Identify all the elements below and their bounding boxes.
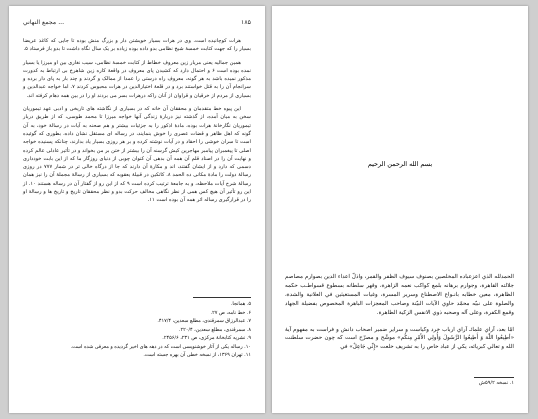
- paragraph: هرات کوچانیده است. وی در هرات بسیار خویشتن دار و بزرگ منش بوده تا جایی که کاغذ عریضا بسیار را که جهت کتابت خمسهٔ شیخ نظامی بدو داده بوده زیاده بر یک سال نگاه داشت تا بدو باز فرستاد ۵.: [23, 38, 251, 53]
- basmala-heading: بسم الله الرحمن الرحيم: [367, 160, 433, 168]
- paragraph: الحمدلله الذي اعزعباده المخلصين بصنوف سيوف الظفر والقمر، واذلّ اعداء الدين بصوارم مصاصم جلالته القاهرة، وجوارم برهانه بلمع كواكب نعمه الزاهرة، وقهر سلطانه بسطوع قسواطـب حكمه الظاهرة، معين خطابه بانـواع الاصطناع وسرير المسرة، وغيات المستغيثين في العلانية والشدة، والصلوة على نبيّه محمّد حاوي الآيات البيّنة وصاحب المعجزات الباهرة المخصوص بفضيلة الجهاد وقمع الكفرة، وعلى آله وصحبه ذوي الانفس الزكية الطاهرة.: [285, 274, 514, 316]
- page-number: ۱۸۵: [241, 19, 251, 26]
- right-page: [272, 6, 528, 413]
- left-body-text: [23, 37, 251, 210]
- paragraph: همین جمالیه یعنی مریار زین معروف خطاط از کتابت خمسهٔ نظامی، سیب نغاری بین او میرزا یا بسیار نمده بوده است ۶ و احتمال دارد که کشیدن پای معروف در واقعهٔ کاره زین شاهرخ بی ارتباط به کدورت مذکور نمیده باشد به هر گونه، معروف راه درستی را عمدا از ممالک و گردند و چند بار به پای دار برده و سرانجام آن را به قتل خواستند برد و در قلعهٔ اختیارالدین در هرات محبوس کردند ۷. اما خواجه عبدالدین و بسیاری از مردم از خرقیان و قراوان از آنان راکه درهرات بسر می بردند او را در بین همه دهام کرفته اند.: [23, 59, 251, 99]
- footnote: ۸. سمرقندی، مطلع سعدین، ۲۲۰/۴.: [178, 326, 251, 333]
- footnote-divider: [193, 297, 251, 298]
- footnotes: [23, 300, 251, 360]
- right-body-text: [285, 273, 514, 360]
- footnote: ۱۰. رساله یکی از آثار خوشنویسی است که در دهه های اخیر گردیده و معرفی شده است.: [70, 343, 251, 350]
- paragraph: این پیوه خط متقدمان و محققان آن خانه که در بسیاری از نگاشته های تاریخی و ادبی عهد تیموریان سخن به میان آمده، از گذشته نیز دربارهٔ زندگی آنها خواجه میرزا تا محمد طوسی، که از طریق دربار تیموریان نگارخانهٔ هرات بوده، مادهٔ اذکور را به جزئیات بیشتر و هم صحنه به آیات در رسالهٔ خود، به آن گونه که اهل ظاهر و قضات عصری را خوش بنمایند، در رساله ای مستقل نشان داده، بطوری که گوئیده است تا سران خوشی را احقاد و در آیات نوشته کرده و بر هر روزی بسیار یاد بدارند، چنانکه پسنیده خواجه اصلی تا پیغمبران پیامبر مهاجرین کیش گرسنه آن را بیشتر از ختن بر من بخواند و در تأثیر عادلی عالم کرده و نهایت آن را در اصناد قلم آن همه آن بدهی آن کنوان چوبی از دنیای روزگار ما که از این بابت خودداری دسمی که دارد و از ایشان گفتند، اند و مکارهٔ آن دارند که جا از درگاه خالی تر در شمار ۷۷۷ در روزی رسالهٔ دولت را مادهٔ مکانی ده الحمد ۸. کاتکین در قبیلهٔ یعقوبه که بسیاری از رسالهٔ مجملهٔ آن را نیز همان رسالهٔ شرح آیات ملاحظه، و به جامعهٔ ترتیب کرده است ۹ که از این رو از گفتار آن در رساله هستند ۱۰. از این رو تأثیر آن هیچ کس همی از نظر نگاهی مخالف حرکت بدو و نظر محققان تاریخ و تاریخ ها و رسالهٔ او را در قرارگیری رساله اثر همه آن بوده است ۱۱.: [23, 106, 252, 204]
- footnote: ۶. خط نامه، ص ۲۷.: [210, 309, 251, 316]
- right-page-footer: [286, 377, 514, 386]
- footnote: ۹. نشریه کتابخانهٔ مرکزی، ص ۲۳۱، ۲۴۵۶/۶.: [162, 335, 251, 341]
- footnote: ۱۱. تهران ۱۳۶۹، از نسخه خطی آن بهره جسته است.: [143, 352, 251, 358]
- left-page: [9, 6, 265, 413]
- footnote-divider: [474, 377, 514, 378]
- running-head-title: مجمع النهاني ...: [23, 19, 65, 26]
- footnote: ۵. همانجا.: [230, 301, 251, 307]
- footnote: ۱. نسخه ۵۹/۲ش: [478, 380, 514, 386]
- left-page-header: [23, 19, 251, 26]
- footnote: ۷. عبدالرزاق سمرقندی، مطلع سعدین، ۴۱۷/۴.: [157, 318, 251, 324]
- paragraph: امّا بعد، آراي علمائـ آراي ارباب خرد وكياست و سراير ضمير اصحاب دانش و فراست به مفهوم آيهٔ «أطِيعُوا اللّٰهَ وَ أَطِيعُوا الرَّسُولَ وَأُولِي الأَمْرِ مِنكُم» موشّح و مصرّح است كه چون حضرت سلطنت الله و تعالي كبريائه، يكي از عباد خاص را به تشريف خلعت «إِنِّي جَاعِلٌ» في: [285, 326, 514, 351]
